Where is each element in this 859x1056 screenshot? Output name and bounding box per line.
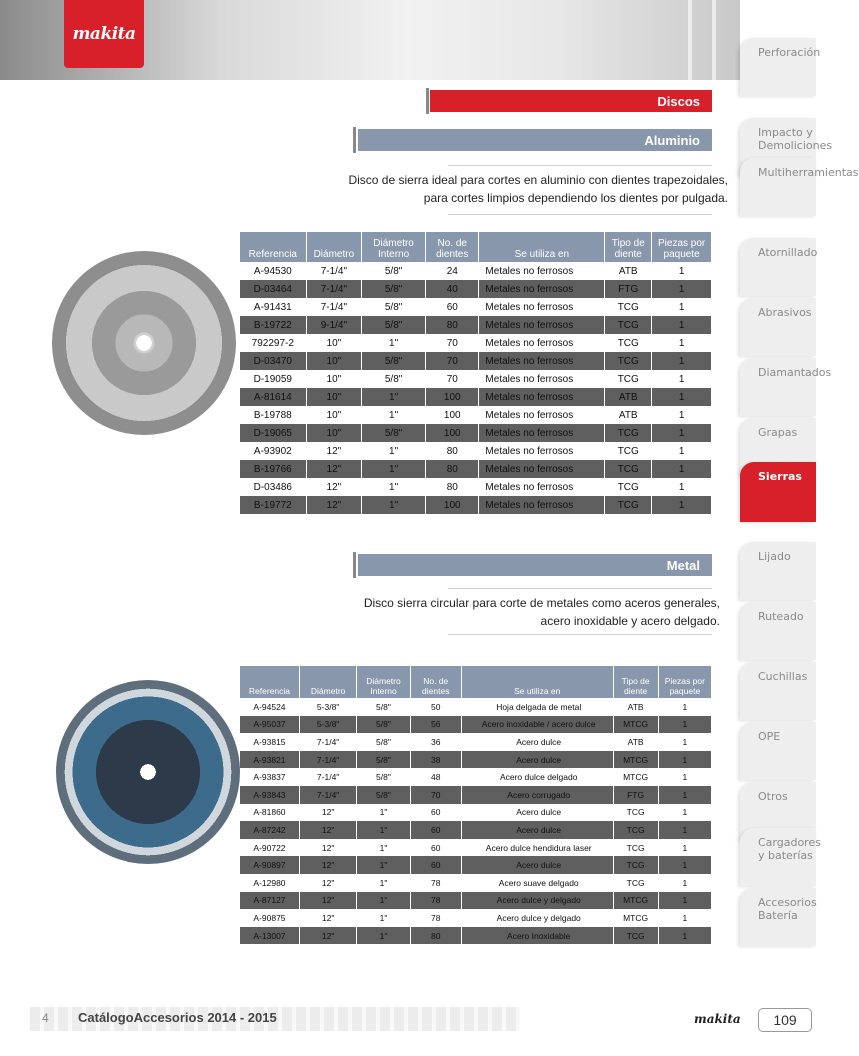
cell-qty: 1 bbox=[658, 909, 711, 927]
cell-qty: 1 bbox=[658, 839, 711, 857]
cell-type: TCG bbox=[605, 316, 652, 334]
cell-qty: 1 bbox=[652, 262, 712, 280]
table-row bbox=[240, 733, 712, 751]
cell-qty: 1 bbox=[658, 716, 711, 734]
desc-line: acero inoxidable y acero delgado. bbox=[540, 614, 720, 628]
cell-teeth: 50 bbox=[410, 698, 461, 716]
cell-qty: 1 bbox=[658, 927, 711, 945]
cell-type: MTCG bbox=[613, 909, 658, 927]
cell-teeth: 78 bbox=[410, 874, 461, 892]
cell-ref: B-19722 bbox=[240, 316, 306, 334]
logo-text: makita bbox=[72, 24, 136, 44]
cell-use: Metales no ferrosos bbox=[479, 316, 605, 334]
cell-teeth: 100 bbox=[426, 496, 479, 514]
cell-type: MTCG bbox=[613, 751, 658, 769]
cell-type: TCG bbox=[605, 370, 652, 388]
cell-qty: 1 bbox=[658, 751, 711, 769]
cell-int: 5/8" bbox=[362, 280, 426, 298]
cell-type: TCG bbox=[605, 460, 652, 478]
cell-qty: 1 bbox=[652, 388, 712, 406]
tab-lijado[interactable]: Lijado bbox=[740, 542, 816, 600]
cell-use: Metales no ferrosos bbox=[479, 334, 605, 352]
tab-cargadores[interactable]: Cargadores y baterías bbox=[740, 828, 816, 886]
table-row bbox=[240, 874, 712, 892]
cell-ref: A-87127 bbox=[240, 892, 299, 910]
cell-ref: A-91431 bbox=[240, 298, 306, 316]
cell-teeth: 78 bbox=[410, 892, 461, 910]
col-tipo-diente: Tipo de diente bbox=[605, 232, 652, 262]
cell-teeth: 80 bbox=[426, 442, 479, 460]
cell-dia: 12" bbox=[299, 909, 356, 927]
cell-use: Metales no ferrosos bbox=[479, 496, 605, 514]
tab-multiherramientas[interactable]: Multiherramientas bbox=[740, 158, 816, 216]
tab-diamantados[interactable]: Diamantados bbox=[740, 358, 816, 416]
table-row bbox=[240, 280, 712, 298]
table-row bbox=[240, 388, 712, 406]
cell-int: 5/8" bbox=[362, 298, 426, 316]
cell-teeth: 60 bbox=[426, 298, 479, 316]
table-row bbox=[240, 927, 712, 945]
cell-dia: 5-3/8" bbox=[299, 698, 356, 716]
footer-left-number: 4 bbox=[42, 1011, 49, 1025]
cell-teeth: 48 bbox=[410, 768, 461, 786]
cell-ref: 792297-2 bbox=[240, 334, 306, 352]
table-row bbox=[240, 478, 712, 496]
cell-ref: A-94530 bbox=[240, 262, 306, 280]
cell-qty: 1 bbox=[652, 406, 712, 424]
cell-ref: A-90897 bbox=[240, 856, 299, 874]
cell-type: ATB bbox=[613, 733, 658, 751]
banner-stripe bbox=[688, 0, 692, 80]
cell-ref: B-19788 bbox=[240, 406, 306, 424]
cell-use: Acero dulce y delgado bbox=[461, 892, 613, 910]
table-row bbox=[240, 298, 712, 316]
cell-int: 5/8" bbox=[357, 698, 410, 716]
table-row bbox=[240, 821, 712, 839]
cell-ref: A-90875 bbox=[240, 909, 299, 927]
cell-dia: 12" bbox=[299, 927, 356, 945]
cell-dia: 10" bbox=[306, 424, 361, 442]
cell-int: 1" bbox=[362, 460, 426, 478]
cell-use: Metales no ferrosos bbox=[479, 370, 605, 388]
table-row bbox=[240, 496, 712, 514]
cell-teeth: 70 bbox=[426, 352, 479, 370]
cell-dia: 12" bbox=[299, 874, 356, 892]
makita-logo bbox=[64, 0, 144, 68]
cell-teeth: 100 bbox=[426, 424, 479, 442]
cell-teeth: 100 bbox=[426, 388, 479, 406]
cell-ref: A-95037 bbox=[240, 716, 299, 734]
heading-marker bbox=[353, 127, 356, 153]
cell-int: 5/8" bbox=[362, 262, 426, 280]
cell-qty: 1 bbox=[658, 786, 711, 804]
tab-atornillado[interactable]: Atornillado bbox=[740, 238, 816, 296]
cell-dia: 12" bbox=[306, 460, 361, 478]
cell-qty: 1 bbox=[658, 698, 711, 716]
cell-int: 5/8" bbox=[357, 733, 410, 751]
cell-ref: A-94524 bbox=[240, 698, 299, 716]
cell-use: Acero dulce bbox=[461, 856, 613, 874]
cell-qty: 1 bbox=[652, 352, 712, 370]
cell-type: TCG bbox=[613, 927, 658, 945]
heading-marker bbox=[353, 552, 356, 578]
cell-teeth: 40 bbox=[426, 280, 479, 298]
cell-dia: 10" bbox=[306, 334, 361, 352]
cell-int: 5/8" bbox=[357, 768, 410, 786]
aluminio-title: Aluminio bbox=[644, 132, 700, 148]
col-se-utiliza: Se utiliza en bbox=[461, 666, 613, 698]
tab-cuchillas[interactable]: Cuchillas bbox=[740, 662, 816, 720]
cell-int: 1" bbox=[357, 839, 410, 857]
cell-qty: 1 bbox=[652, 478, 712, 496]
cell-int: 5/8" bbox=[357, 716, 410, 734]
discos-heading bbox=[430, 90, 712, 112]
cell-use: Metales no ferrosos bbox=[479, 298, 605, 316]
cell-int: 1" bbox=[357, 856, 410, 874]
cell-type: ATB bbox=[605, 406, 652, 424]
cell-teeth: 70 bbox=[426, 370, 479, 388]
cell-dia: 9-1/4" bbox=[306, 316, 361, 334]
cell-dia: 10" bbox=[306, 406, 361, 424]
cell-type: FTG bbox=[605, 280, 652, 298]
cell-dia: 7-1/4" bbox=[306, 280, 361, 298]
table-row bbox=[240, 352, 712, 370]
cell-use: Acero dulce hendidura laser bbox=[461, 839, 613, 857]
cell-use: Acero dulce bbox=[461, 804, 613, 822]
desc-line: Disco sierra circular para corte de metales como aceros generales, bbox=[363, 596, 720, 610]
tab-ruteado[interactable]: Ruteado bbox=[740, 602, 816, 660]
tab-ope[interactable]: OPE bbox=[740, 722, 816, 780]
cell-int: 1" bbox=[362, 334, 426, 352]
metal-title: Metal bbox=[666, 557, 700, 573]
table-row bbox=[240, 262, 712, 280]
cell-qty: 1 bbox=[652, 316, 712, 334]
cell-int: 1" bbox=[357, 874, 410, 892]
cell-dia: 10" bbox=[306, 388, 361, 406]
cell-type: TCG bbox=[613, 856, 658, 874]
cell-type: TCG bbox=[613, 821, 658, 839]
cell-ref: D-03470 bbox=[240, 352, 306, 370]
page-number: 109 bbox=[758, 1008, 812, 1032]
cell-teeth: 70 bbox=[426, 334, 479, 352]
cell-type: TCG bbox=[605, 478, 652, 496]
cell-use: Acero dulce delgado bbox=[461, 768, 613, 786]
cell-teeth: 24 bbox=[426, 262, 479, 280]
cell-type: TCG bbox=[613, 804, 658, 822]
table-row bbox=[240, 460, 712, 478]
cell-ref: D-03464 bbox=[240, 280, 306, 298]
aluminio-description bbox=[250, 171, 728, 207]
cell-use: Metales no ferrosos bbox=[479, 388, 605, 406]
cell-type: ATB bbox=[605, 388, 652, 406]
cell-teeth: 80 bbox=[426, 478, 479, 496]
col-piezas: Piezas por paquete bbox=[658, 666, 711, 698]
cell-use: Acero inoxidable / acero dulce bbox=[461, 716, 613, 734]
cell-dia: 12" bbox=[299, 839, 356, 857]
cell-teeth: 80 bbox=[426, 460, 479, 478]
cell-dia: 12" bbox=[299, 856, 356, 874]
cell-int: 1" bbox=[362, 442, 426, 460]
cell-dia: 5-3/8" bbox=[299, 716, 356, 734]
cell-qty: 1 bbox=[658, 892, 711, 910]
cell-teeth: 70 bbox=[410, 786, 461, 804]
aluminio-blade-image bbox=[52, 251, 236, 435]
cell-type: FTG bbox=[613, 786, 658, 804]
banner-stripe bbox=[712, 0, 716, 80]
cell-type: TCG bbox=[613, 874, 658, 892]
cell-qty: 1 bbox=[652, 496, 712, 514]
cell-ref: B-19766 bbox=[240, 460, 306, 478]
cell-dia: 12" bbox=[299, 821, 356, 839]
cell-use: Hoja delgada de metal bbox=[461, 698, 613, 716]
cell-int: 1" bbox=[362, 406, 426, 424]
table-row bbox=[240, 751, 712, 769]
cell-qty: 1 bbox=[652, 334, 712, 352]
cell-type: ATB bbox=[613, 698, 658, 716]
divider bbox=[448, 634, 712, 635]
discos-title: Discos bbox=[657, 93, 700, 109]
table-row bbox=[240, 442, 712, 460]
cell-use: Metales no ferrosos bbox=[479, 280, 605, 298]
cell-use: Acero dulce bbox=[461, 821, 613, 839]
cell-dia: 7-1/4" bbox=[306, 262, 361, 280]
cell-use: Metales no ferrosos bbox=[479, 442, 605, 460]
col-diametro-interno: Diámetro Interno bbox=[362, 232, 426, 262]
cell-dia: 10" bbox=[306, 352, 361, 370]
cell-int: 1" bbox=[362, 388, 426, 406]
cell-qty: 1 bbox=[652, 424, 712, 442]
cell-qty: 1 bbox=[658, 856, 711, 874]
cell-int: 1" bbox=[362, 496, 426, 514]
cell-qty: 1 bbox=[658, 821, 711, 839]
cell-type: TCG bbox=[605, 424, 652, 442]
cell-ref: A-81614 bbox=[240, 388, 306, 406]
cell-dia: 12" bbox=[299, 892, 356, 910]
cell-use: Acero dulce bbox=[461, 751, 613, 769]
cell-qty: 1 bbox=[652, 460, 712, 478]
cell-teeth: 36 bbox=[410, 733, 461, 751]
cell-int: 5/8" bbox=[362, 352, 426, 370]
cell-use: Acero corrugado bbox=[461, 786, 613, 804]
table-row bbox=[240, 716, 712, 734]
table-row bbox=[240, 316, 712, 334]
metal-description bbox=[240, 594, 720, 630]
cell-int: 5/8" bbox=[357, 786, 410, 804]
col-tipo-diente: Tipo de diente bbox=[613, 666, 658, 698]
tab-accesorios-bateria[interactable]: Accesorios Batería bbox=[740, 888, 816, 946]
cell-ref: A-13007 bbox=[240, 927, 299, 945]
cell-teeth: 60 bbox=[410, 839, 461, 857]
col-diametro: Diámetro bbox=[306, 232, 361, 262]
cell-type: MTCG bbox=[613, 768, 658, 786]
cell-ref: A-93837 bbox=[240, 768, 299, 786]
metal-heading bbox=[358, 554, 712, 576]
desc-line: para cortes limpios dependiendo los dientes por pulgada. bbox=[423, 191, 728, 205]
col-piezas: Piezas por paquete bbox=[652, 232, 712, 262]
cell-type: TCG bbox=[605, 298, 652, 316]
cell-use: Metales no ferrosos bbox=[479, 262, 605, 280]
metal-table bbox=[240, 666, 712, 944]
footer-logo: makita bbox=[694, 1012, 741, 1026]
cell-dia: 12" bbox=[306, 442, 361, 460]
cell-use: Metales no ferrosos bbox=[479, 460, 605, 478]
cell-int: 5/8" bbox=[362, 370, 426, 388]
cell-use: Acero dulce y delgado bbox=[461, 909, 613, 927]
cell-int: 5/8" bbox=[362, 316, 426, 334]
cell-ref: A-93902 bbox=[240, 442, 306, 460]
cell-dia: 10" bbox=[306, 370, 361, 388]
divider bbox=[448, 165, 712, 166]
divider bbox=[448, 588, 712, 589]
cell-use: Acero Inoxidable bbox=[461, 927, 613, 945]
divider bbox=[448, 214, 712, 215]
col-diametro-interno: Diámetro Interno bbox=[357, 666, 410, 698]
aluminio-heading bbox=[358, 129, 712, 151]
table-row bbox=[240, 406, 712, 424]
table-row bbox=[240, 698, 712, 716]
table-row bbox=[240, 768, 712, 786]
cell-dia: 12" bbox=[306, 478, 361, 496]
tab-perforacion[interactable]: Perforación bbox=[740, 38, 816, 96]
cell-ref: A-90722 bbox=[240, 839, 299, 857]
cell-type: MTCG bbox=[613, 716, 658, 734]
col-diametro: Diámetro bbox=[299, 666, 356, 698]
cell-qty: 1 bbox=[652, 280, 712, 298]
cell-qty: 1 bbox=[658, 733, 711, 751]
cell-teeth: 100 bbox=[426, 406, 479, 424]
cell-int: 1" bbox=[362, 478, 426, 496]
table-row bbox=[240, 786, 712, 804]
cell-dia: 12" bbox=[306, 496, 361, 514]
tab-otros[interactable]: Otros bbox=[740, 782, 816, 840]
cell-qty: 1 bbox=[658, 768, 711, 786]
cell-int: 5/8" bbox=[362, 424, 426, 442]
table-row bbox=[240, 370, 712, 388]
col-dientes: No. de dientes bbox=[426, 232, 479, 262]
cell-dia: 7-1/4" bbox=[306, 298, 361, 316]
col-se-utiliza: Se utiliza en bbox=[479, 232, 605, 262]
heading-marker bbox=[426, 88, 429, 114]
cell-ref: D-03486 bbox=[240, 478, 306, 496]
cell-use: Acero dulce bbox=[461, 733, 613, 751]
col-referencia: Referencia bbox=[240, 232, 306, 262]
tab-impacto[interactable]: Impacto y Demoliciones bbox=[740, 118, 816, 176]
cell-type: TCG bbox=[605, 496, 652, 514]
cell-teeth: 80 bbox=[410, 927, 461, 945]
cell-ref: A-93821 bbox=[240, 751, 299, 769]
cell-teeth: 60 bbox=[410, 856, 461, 874]
cell-teeth: 38 bbox=[410, 751, 461, 769]
cell-type: MTCG bbox=[613, 892, 658, 910]
col-dientes: No. de dientes bbox=[410, 666, 461, 698]
cell-type: TCG bbox=[605, 352, 652, 370]
cell-ref: A-87242 bbox=[240, 821, 299, 839]
cell-qty: 1 bbox=[658, 804, 711, 822]
tab-grapas[interactable]: Grapas bbox=[740, 418, 816, 476]
cell-teeth: 78 bbox=[410, 909, 461, 927]
cell-int: 1" bbox=[357, 909, 410, 927]
cell-use: Acero suave delgado bbox=[461, 874, 613, 892]
cell-ref: D-19065 bbox=[240, 424, 306, 442]
tab-sierras[interactable]: Sierras bbox=[740, 462, 816, 522]
tab-abrasivos[interactable]: Abrasivos bbox=[740, 298, 816, 356]
metal-blade-image bbox=[56, 680, 240, 864]
cell-ref: A-12980 bbox=[240, 874, 299, 892]
cell-teeth: 60 bbox=[410, 804, 461, 822]
cell-dia: 7-1/4" bbox=[299, 786, 356, 804]
table-row bbox=[240, 334, 712, 352]
cell-ref: D-19059 bbox=[240, 370, 306, 388]
cell-ref: B-19772 bbox=[240, 496, 306, 514]
cell-ref: A-93815 bbox=[240, 733, 299, 751]
table-row bbox=[240, 856, 712, 874]
cell-teeth: 80 bbox=[426, 316, 479, 334]
cell-use: Metales no ferrosos bbox=[479, 424, 605, 442]
cell-dia: 7-1/4" bbox=[299, 768, 356, 786]
cell-ref: A-81860 bbox=[240, 804, 299, 822]
cell-int: 1" bbox=[357, 821, 410, 839]
cell-teeth: 60 bbox=[410, 821, 461, 839]
cell-use: Metales no ferrosos bbox=[479, 406, 605, 424]
cell-int: 1" bbox=[357, 892, 410, 910]
cell-type: TCG bbox=[613, 839, 658, 857]
table-row bbox=[240, 424, 712, 442]
col-referencia: Referencia bbox=[240, 666, 299, 698]
catalog-title: CatálogoAccesorios 2014 - 2015 bbox=[78, 1010, 277, 1025]
cell-dia: 12" bbox=[299, 804, 356, 822]
cell-type: ATB bbox=[605, 262, 652, 280]
cell-dia: 7-1/4" bbox=[299, 751, 356, 769]
cell-type: TCG bbox=[605, 334, 652, 352]
cell-qty: 1 bbox=[658, 874, 711, 892]
cell-qty: 1 bbox=[652, 370, 712, 388]
desc-line: Disco de sierra ideal para cortes en aluminio con dientes trapezoidales, bbox=[348, 173, 728, 187]
cell-type: TCG bbox=[605, 442, 652, 460]
cell-qty: 1 bbox=[652, 298, 712, 316]
cell-ref: A-93843 bbox=[240, 786, 299, 804]
cell-teeth: 56 bbox=[410, 716, 461, 734]
table-row bbox=[240, 839, 712, 857]
cell-use: Metales no ferrosos bbox=[479, 352, 605, 370]
table-row bbox=[240, 909, 712, 927]
table-row bbox=[240, 892, 712, 910]
aluminio-table bbox=[240, 232, 712, 514]
footer bbox=[30, 1007, 280, 1031]
cell-int: 1" bbox=[357, 927, 410, 945]
table-row bbox=[240, 804, 712, 822]
cell-use: Metales no ferrosos bbox=[479, 478, 605, 496]
cell-int: 5/8" bbox=[357, 751, 410, 769]
cell-dia: 7-1/4" bbox=[299, 733, 356, 751]
cell-int: 1" bbox=[357, 804, 410, 822]
cell-qty: 1 bbox=[652, 442, 712, 460]
